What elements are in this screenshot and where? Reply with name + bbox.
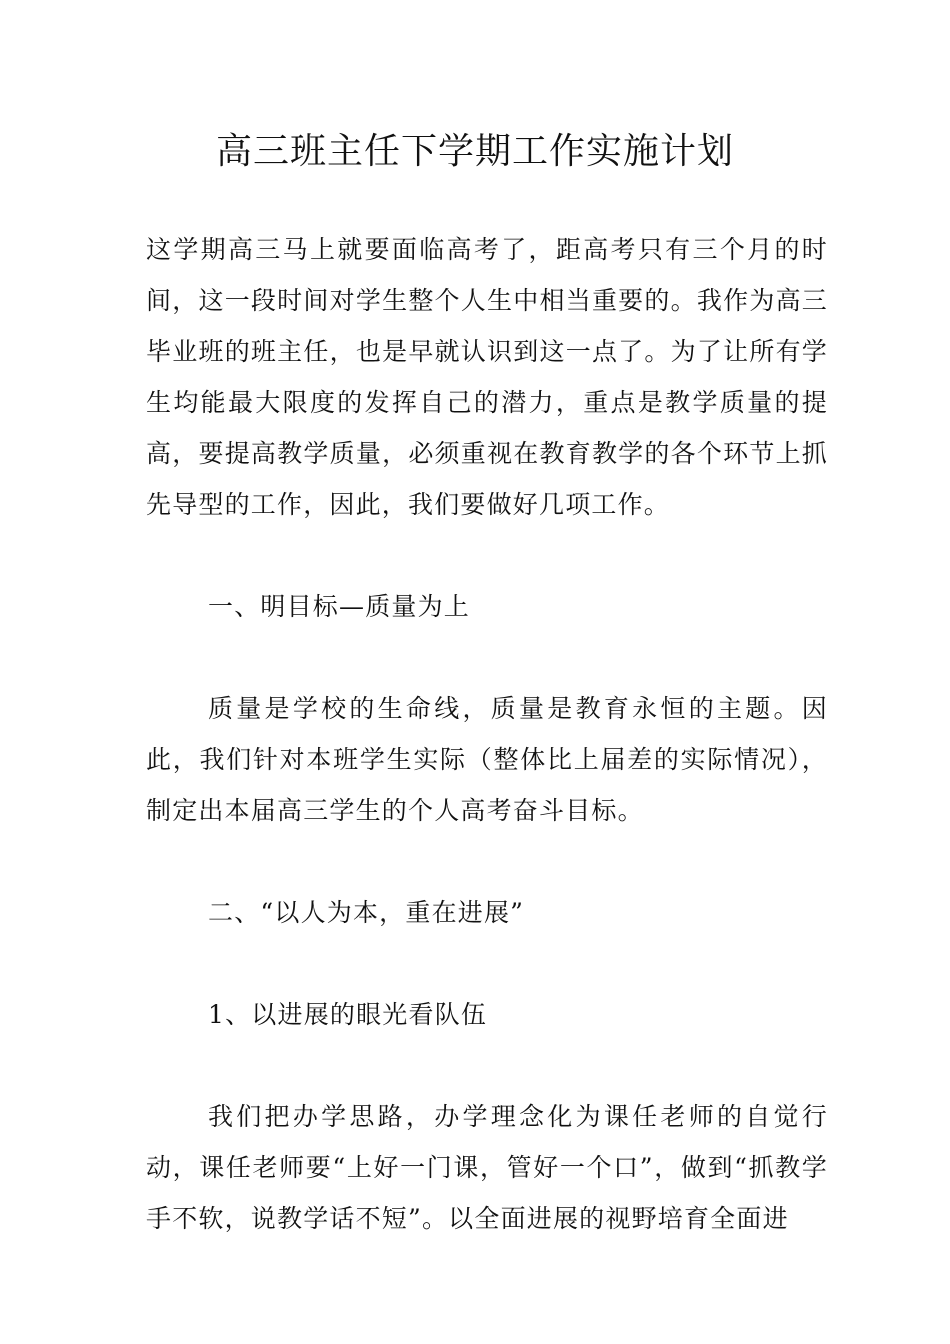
section-heading-2: 二、“以人为本，重在进展” [208, 898, 525, 927]
section-1-paragraph: 质量是学校的生命线，质量是教育永恒的主题。因此，我们针对本班学生实际（整体比上届差的实际情况），制定出本届高三学生的个人高考奋斗目标。 [146, 694, 828, 825]
document-body [146, 224, 828, 1244]
intro-paragraph: 这学期高三马上就要面临高考了，距高考只有三个月的时间，这一段时间对学生整个人生中相当重要的。我作为高三毕业班的班主任，也是早就认识到这一点了。为了让所有学生均能最大限度的发挥自己的潜力，重点是教学质量的提高，要提高教学质量，必须重视在教育教学的各个环节上抓先导型的工作，因此，我们要做好几项工作。 [146, 235, 828, 519]
subsection-1-paragraph: 我们把办学思路，办学理念化为课任老师的自觉行动，课任老师要“上好一门课，管好一个口”，做到“抓教学手不软，说教学话不短”。以全面进展的视野培育全面进 [146, 1102, 828, 1233]
subsection-heading-1: 1、以进展的眼光看队伍 [208, 1000, 488, 1029]
section-heading-1: 一、明目标—质量为上 [208, 592, 471, 621]
document-title: 高三班主任下学期工作实施计划 [215, 131, 734, 172]
